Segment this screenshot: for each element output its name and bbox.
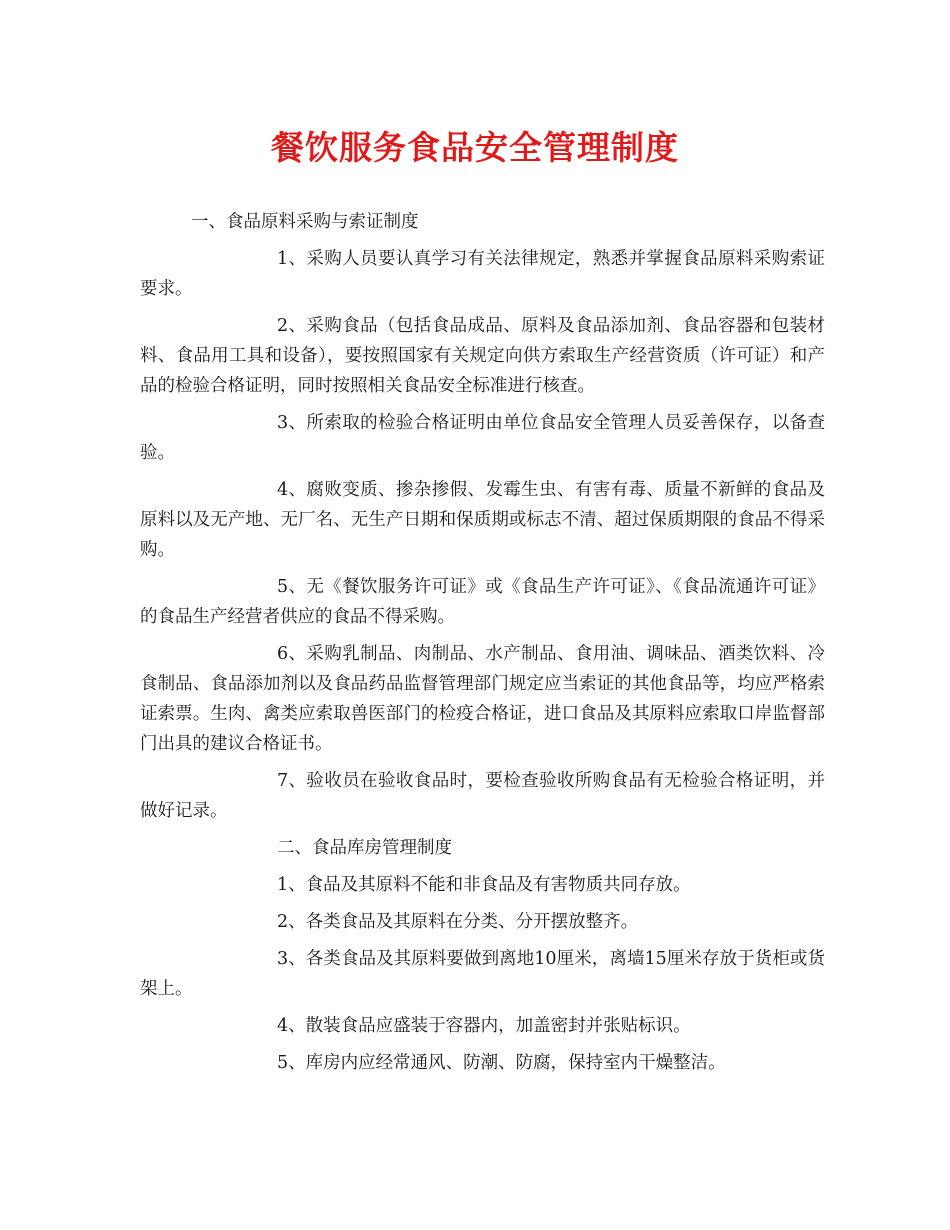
section-1-item-6: 6、采购乳制品、肉制品、水产制品、食用油、调味品、酒类饮料、冷食制品、食品添加剂以及食品药品监督管理部门规定应当索证的其他食品等，均应严格索证索票。生肉、禽类应索取兽医部门的检疫合格证，进口食品及其原料应索取口岸监督部门出具的建议合格证书。 [140, 644, 825, 754]
section-1-item-7: 7、验收员在验收食品时，要检查验收所购食品有无检验合格证明，并做好记录。 [140, 771, 825, 821]
section-1-item-2: 2、采购食品（包括食品成品、原料及食品添加剂、食品容器和包装材料、食品用工具和设备），要按照国家有关规定向供方索取生产经营资质（许可证）和产品的检验合格证明，同时按照相关食品安全标准进行核查。 [140, 316, 825, 396]
section-1-item-1: 1、采购人员要认真学习有关法律规定，熟悉并掌握食品原料采购索证要求。 [140, 249, 825, 299]
section-2-heading: 二、食品库房管理制度 [277, 838, 452, 858]
section-2-item-4: 4、散装食品应盛装于容器内，加盖密封并张贴标识。 [277, 1016, 691, 1036]
document-body [140, 207, 825, 1085]
section-1-item-4: 4、腐败变质、掺杂掺假、发霉生虫、有害有毒、质量不新鲜的食品及原料以及无产地、无厂名、无生产日期和保质期或标志不清、超过保质期限的食品不得采购。 [140, 480, 825, 560]
section-2-item-3: 3、各类食品及其原料要做到离地10厘米，离墙15厘米存放于货柜或货架上。 [140, 949, 825, 999]
section-1-item-3: 3、所索取的检验合格证明由单位食品安全管理人员妥善保存，以备查验。 [140, 413, 825, 463]
section-1-item-5: 5、无《餐饮服务许可证》或《食品生产许可证》、《食品流通许可证》的食品生产经营者供应的食品不得采购。 [140, 577, 825, 627]
section-2-item-2: 2、各类食品及其原料在分类、分开摆放整齐。 [277, 912, 639, 932]
section-2-item-1: 1、食品及其原料不能和非食品及有害物质共同存放。 [277, 875, 691, 895]
section-1-heading: 一、食品原料采购与索证制度 [191, 212, 419, 232]
document-title: 餐饮服务食品安全管理制度 [271, 128, 679, 167]
section-2-item-5: 5、库房内应经常通风、防潮、防腐，保持室内干燥整洁。 [277, 1053, 726, 1073]
